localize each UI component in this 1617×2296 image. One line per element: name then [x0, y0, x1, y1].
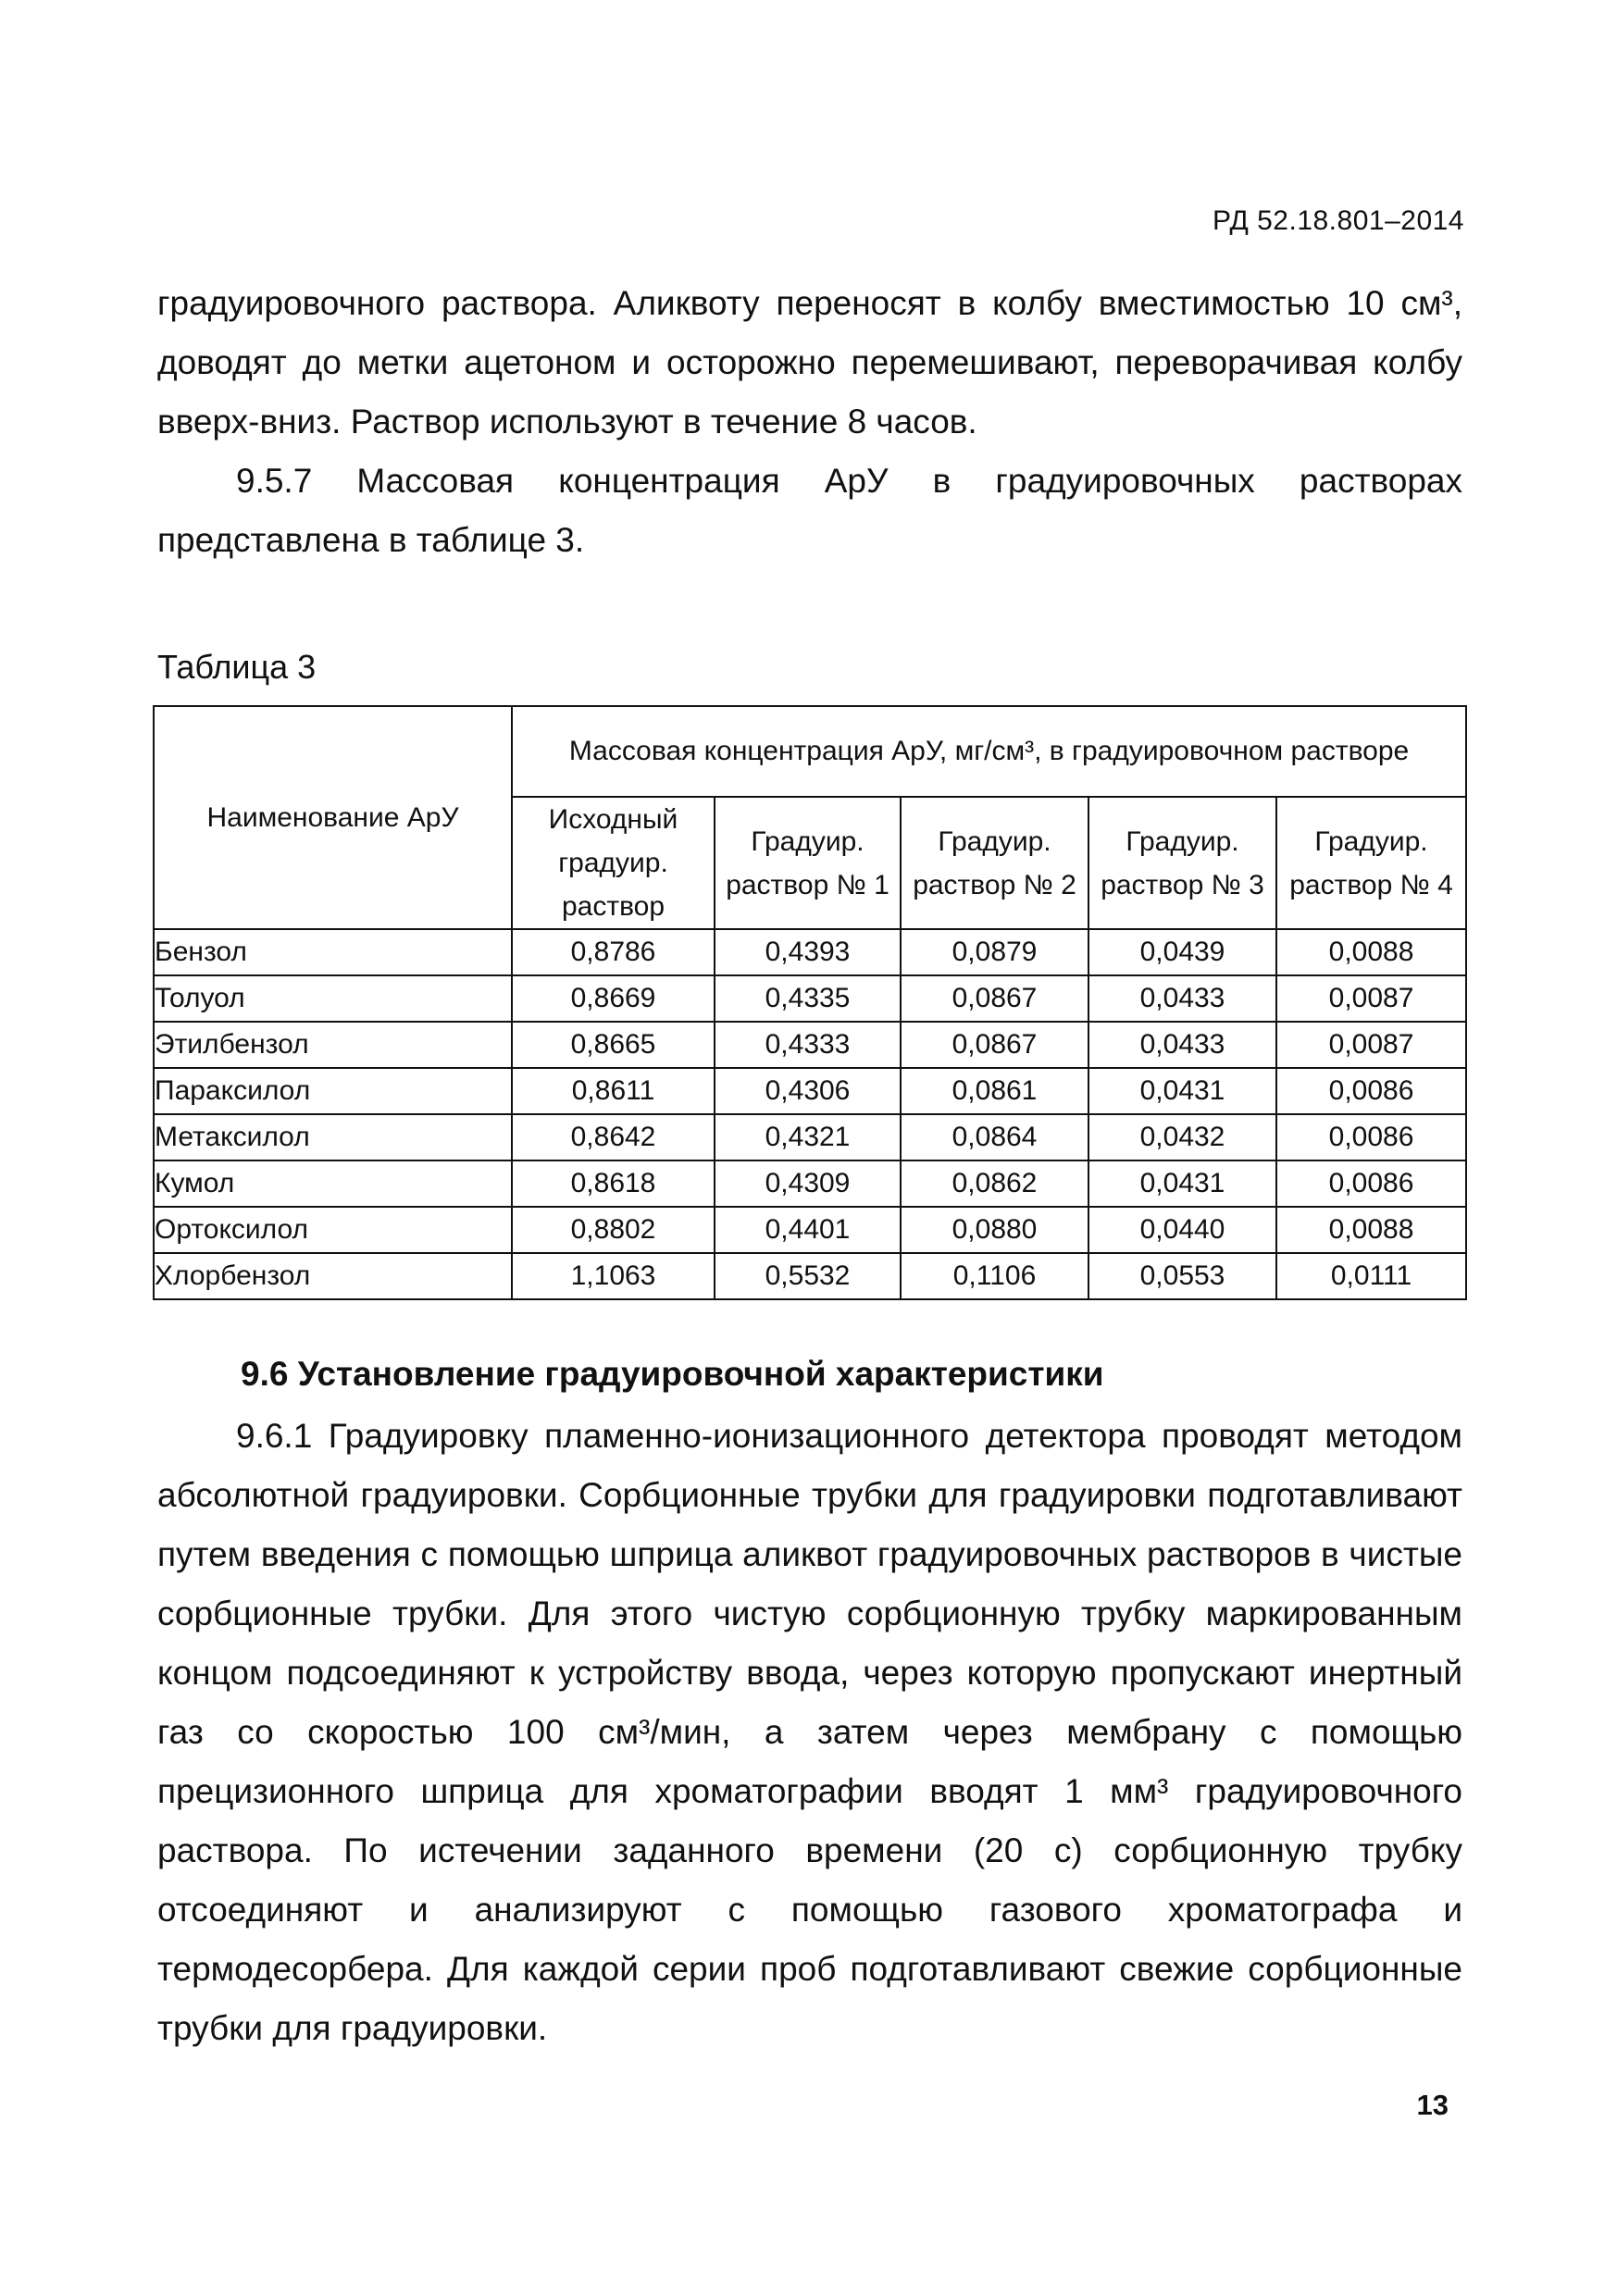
col-header-solution-2: Градуир. раствор № 2 — [901, 797, 1088, 929]
intro-paragraph-1: градуировочного раствора. Аликвоту переносят в колбу вместимостью 10 см³, доводят до метки ацетоном и осторожно перемешивают, переворачивая колбу вверх-вниз. Раствор используют в течение 8 часов. — [157, 284, 1462, 441]
concentration-cell: 0,4393 — [715, 929, 901, 975]
substance-name-cell: Параксилол — [154, 1068, 512, 1114]
col-header-name: Наименование АрУ — [154, 706, 512, 929]
concentration-cell: 0,0439 — [1088, 929, 1276, 975]
table-row — [154, 1207, 1466, 1253]
concentration-cell: 0,4401 — [715, 1207, 901, 1253]
concentration-cell: 0,0867 — [901, 1022, 1088, 1068]
concentration-cell: 0,8611 — [512, 1068, 715, 1114]
substance-name-cell: Бензол — [154, 929, 512, 975]
concentration-cell: 0,0433 — [1088, 975, 1276, 1022]
table-row — [154, 975, 1466, 1022]
concentration-cell: 0,0862 — [901, 1160, 1088, 1207]
concentration-cell: 0,8786 — [512, 929, 715, 975]
group-header: Массовая концентрация АрУ, мг/см³, в градуировочном растворе — [512, 706, 1466, 797]
concentration-cell: 0,0440 — [1088, 1207, 1276, 1253]
concentration-cell: 0,4321 — [715, 1114, 901, 1160]
substance-name-cell: Кумол — [154, 1160, 512, 1207]
concentration-cell: 0,1106 — [901, 1253, 1088, 1299]
concentration-cell: 0,0553 — [1088, 1253, 1276, 1299]
concentration-cell: 0,0867 — [901, 975, 1088, 1022]
substance-name-cell: Метаксилол — [154, 1114, 512, 1160]
concentration-cell: 0,4309 — [715, 1160, 901, 1207]
concentration-cell: 0,0088 — [1276, 929, 1466, 975]
col-header-solution-4: Градуир. раствор № 4 — [1276, 797, 1466, 929]
section-paragraph: 9.6.1 Градуировку пламенно-ионизационного детектора проводят методом абсолютной градуировки. Сорбционные трубки для градуировки подготавливают путем введения с помощью шприца аликвот градуировочных растворов в чистые сорбционные трубки. Для этого чистую сорбционную трубку маркированным концом подсоединяют к устройству ввода, через которую пропускают инертный газ со скоростью 100 см³/мин, а затем через мембрану с помощью прецизионного шприца для хроматографии вводят 1 мм³ градуировочного раствора. По истечении заданного времени (20 с) сорбционную трубку отсоединяют и анализируют с помощью газового хроматографа и термодесорбера. Для каждой серии проб подготавливают свежие сорбционные трубки для градуировки. — [157, 1417, 1462, 2047]
col-header-solution-1: Градуир. раствор № 1 — [715, 797, 901, 929]
table-row — [154, 1160, 1466, 1207]
table-body — [154, 929, 1466, 1299]
page-number: 13 — [1416, 2089, 1449, 2121]
col-header-initial: Исходный градуир. раствор — [512, 797, 715, 929]
concentration-cell: 0,0087 — [1276, 975, 1466, 1022]
intro-block — [157, 274, 1462, 570]
concentration-cell: 0,0088 — [1276, 1207, 1466, 1253]
concentration-cell: 0,4306 — [715, 1068, 901, 1114]
table-row — [154, 929, 1466, 975]
concentration-cell: 0,8618 — [512, 1160, 715, 1207]
concentration-cell: 0,0864 — [901, 1114, 1088, 1160]
concentration-cell: 0,8642 — [512, 1114, 715, 1160]
concentration-cell: 0,0086 — [1276, 1160, 1466, 1207]
concentration-cell: 0,0111 — [1276, 1253, 1466, 1299]
concentration-cell: 0,4333 — [715, 1022, 901, 1068]
concentration-cell: 0,0880 — [901, 1207, 1088, 1253]
table-header-row-1 — [154, 706, 1466, 797]
concentration-cell: 0,8665 — [512, 1022, 715, 1068]
concentration-cell: 0,4335 — [715, 975, 901, 1022]
concentration-cell: 0,8802 — [512, 1207, 715, 1253]
table-caption: Таблица 3 — [157, 648, 317, 686]
concentration-cell: 0,0086 — [1276, 1068, 1466, 1114]
document-code: РД 52.18.801–2014 — [1212, 205, 1464, 236]
concentration-cell: 0,0087 — [1276, 1022, 1466, 1068]
section-title: 9.6 Установление градуировочной характеристики — [241, 1355, 1104, 1393]
col-header-solution-3: Градуир. раствор № 3 — [1088, 797, 1276, 929]
table-row — [154, 1022, 1466, 1068]
concentration-cell: 0,0433 — [1088, 1022, 1276, 1068]
concentration-cell: 0,0879 — [901, 929, 1088, 975]
substance-name-cell: Хлорбензол — [154, 1253, 512, 1299]
concentration-cell: 0,0432 — [1088, 1114, 1276, 1160]
concentration-cell: 0,5532 — [715, 1253, 901, 1299]
table-row — [154, 1068, 1466, 1114]
concentration-cell: 0,0086 — [1276, 1114, 1466, 1160]
concentration-cell: 0,0861 — [901, 1068, 1088, 1114]
concentration-cell: 0,0431 — [1088, 1160, 1276, 1207]
table-row — [154, 1253, 1466, 1299]
intro-paragraph-2: 9.5.7 Массовая концентрация АрУ в градуировочных растворах представлена в таблице 3. — [157, 462, 1462, 559]
substance-name-cell: Толуол — [154, 975, 512, 1022]
section-body — [157, 1407, 1462, 2058]
concentration-cell: 1,1063 — [512, 1253, 715, 1299]
concentration-table — [153, 705, 1467, 1300]
substance-name-cell: Этилбензол — [154, 1022, 512, 1068]
substance-name-cell: Ортоксилол — [154, 1207, 512, 1253]
table-row — [154, 1114, 1466, 1160]
concentration-cell: 0,8669 — [512, 975, 715, 1022]
concentration-cell: 0,0431 — [1088, 1068, 1276, 1114]
